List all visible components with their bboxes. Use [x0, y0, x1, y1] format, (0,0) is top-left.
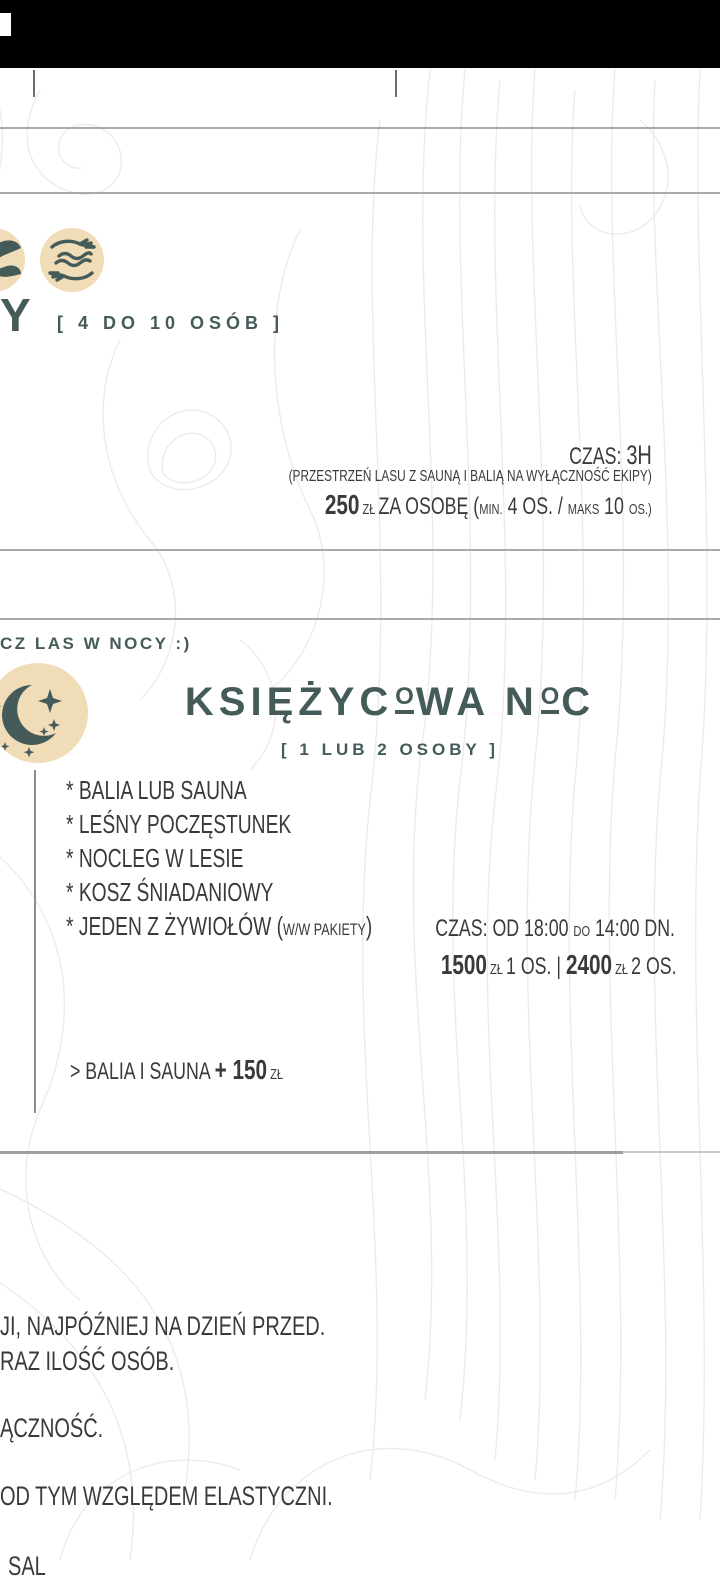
- hands-air-icon: [40, 228, 104, 292]
- feature-list-rule: [34, 770, 36, 1113]
- pkg2-kicker: CZ LAS W NOCY :): [0, 634, 192, 653]
- footer-note-line-clipped: SAL: [8, 1551, 46, 1581]
- divider-section-2: [0, 618, 720, 620]
- top-black-bar: [0, 0, 720, 68]
- feature-item: * NOCLEG W LESIE: [66, 843, 244, 873]
- capacity-label: [ 4 DO 10 OSÓB ]: [57, 313, 285, 333]
- tick-mark-left: [33, 70, 35, 97]
- divider-section-1: [0, 549, 720, 551]
- pkg2-subtitle: [ 1 LUB 2 OSOBY ]: [281, 740, 499, 759]
- pkg1-price: 250 ZŁ ZA OSOBĘ (MIN. 4 OS. / MAKS 10 OS.): [325, 489, 652, 520]
- headline-fragment: Y: [0, 289, 31, 341]
- feature-item: * LEŚNY POCZĘSTUNEK: [66, 809, 292, 839]
- divider-bottom-light: [623, 1151, 720, 1153]
- footer-note-line: OD TYM WZGLĘDEM ELASTYCZNI.: [0, 1481, 333, 1511]
- hand-element-icon: [0, 228, 25, 292]
- footer-note-line: JI, NAJPÓŹNIEJ NA DZIEŃ PRZED.: [0, 1311, 326, 1341]
- feature-item: * JEDEN Z ŻYWIOŁÓW (W/W PAKIETY): [66, 911, 373, 941]
- pkg2-addon: > BALIA I SAUNA + 150 ZŁ: [70, 1054, 284, 1085]
- pkg1-time: CZAS: 3H: [569, 440, 652, 470]
- pkg2-price: 1500 ZŁ 1 OS. | 2400 ZŁ 2 OS.: [441, 949, 677, 980]
- status-bar-notch: [0, 13, 11, 36]
- tick-mark-right: [395, 70, 397, 97]
- footer-note-line: RAZ ILOŚĆ OSÓB.: [0, 1346, 175, 1376]
- feature-item: * KOSZ ŚNIADANIOWY: [66, 877, 274, 907]
- pkg2-time: CZAS: OD 18:00 DO 14:00 DN.: [435, 915, 675, 942]
- divider-bottom: [0, 1151, 623, 1154]
- pkg2-title: KSIĘŻYCOWA NOC: [184, 680, 596, 724]
- feature-item: * BALIA LUB SAUNA: [66, 775, 247, 805]
- footer-note-line: ĄCZNOŚĆ.: [0, 1413, 104, 1443]
- divider-top-1: [0, 127, 720, 129]
- pkg1-note: (PRZESTRZEŃ LASU Z SAUNĄ I BALIĄ NA WYŁĄCZNOŚĆ EKIPY): [288, 468, 652, 485]
- divider-top-2: [0, 192, 720, 194]
